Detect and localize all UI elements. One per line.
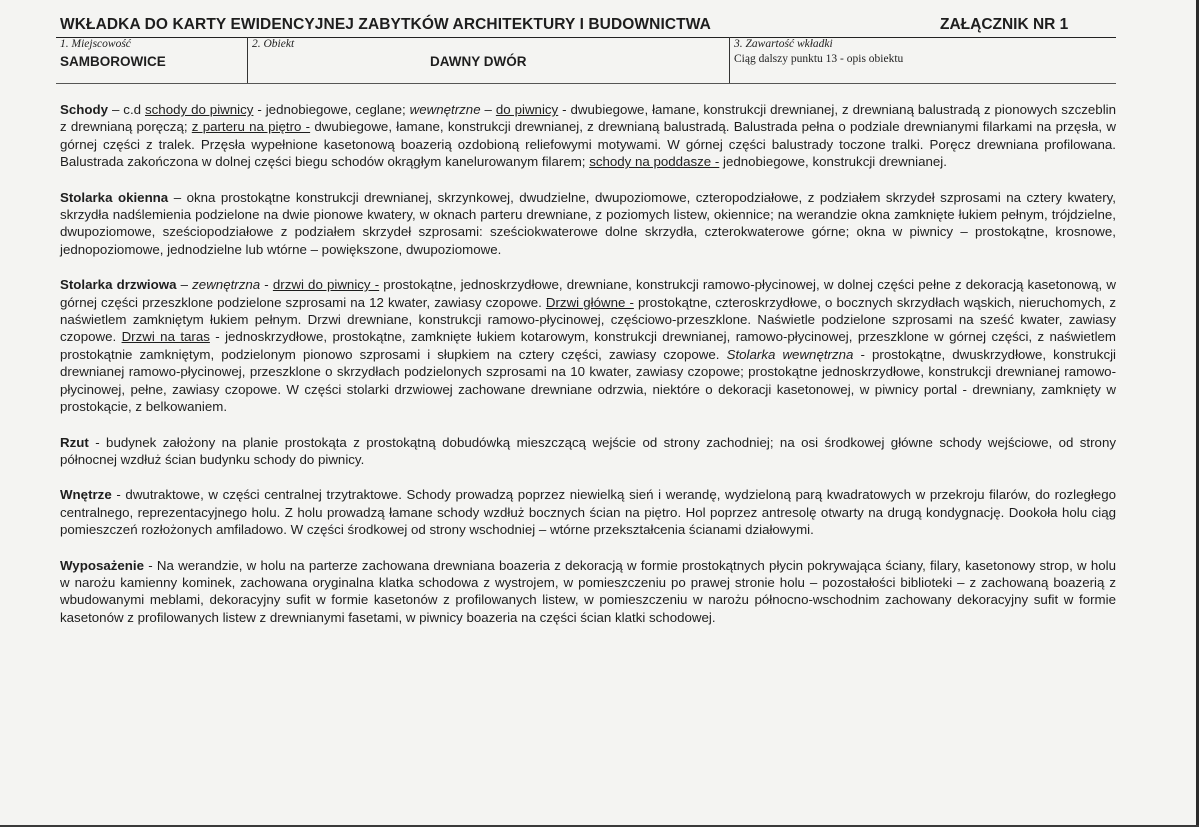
section-stairs: Schody – c.d schody do piwnicy - jednobiegowe, ceglane; wewnętrzne – do piwnicy - dwubiegowe, łamane, konstrukcji drewnianej, z drewnianą balustradą z pionowych szczeblin z drewnianą poręczą; z parteru na piętro - dwubiegowe, łamane, konstrukcji drewnianej, z drewnianą balustradą. Balustrada pełna o podziale drewnianymi filarkami na przęsła, w górnej części z tralek. Przęsła wypełnione kasetonową boazerią ozdobioną reliefowymi motywami. W górnej części balustrady toczone tralki. Poręcz drewniana profilowana. Balustrada zakończona w dolnej części biegu schodów okrągłym kanelurowanym filarem; schody na poddasze - jednobiegowe, konstrukcji drewnianej. — [60, 102, 1116, 170]
field-value-locality: SAMBOROWICE — [60, 54, 166, 69]
section-windows: Stolarka okienna – okna prostokątne konstrukcji drewnianej, skrzynkowej, dwudzielne, dwupoziomowe, czteropodziałowe, z podziałem skrzydeł szprosami na cztery kwatery, skrzydła nadślemienia podzielone na dwie pionowe kwatery, w oknach parteru drewniane, z poziomych listew, okiennice; na werandzie okna zamknięte łukiem pełnym, trójdzielne, dwupoziomowe, sześciopodziałowe z podziałem skrzydeł szprosami: sześciokwaterowe dolne skrzydła, czterokwaterowe górne; okna w piwnicy – prostokątne, krosnowe, jednopoziomowe, jednodzielne lub wtórne – powiększone, dwupoziomowe. — [60, 189, 1116, 257]
field-label-contents: 3. Zawartość wkładki — [734, 38, 833, 50]
section-heading: Wnętrze — [60, 487, 112, 503]
description-body — [60, 101, 1116, 644]
section-plan: Rzut - budynek założony na planie prostokąta z prostokątną dobudówką mieszczącą wejście od strony zachodniej; na osi środkowej główne schody wejściowe, od strony północnej wzdłuż ścian budynku schody do piwnicy. — [60, 434, 1116, 467]
annex-number: ZAŁĄCZNIK NR 1 — [940, 16, 1069, 33]
section-heading: Wyposażenie — [60, 557, 144, 573]
field-value-contents: Ciąg dalszy punktu 13 - opis obiektu — [734, 53, 904, 65]
section-furnishings: Wyposażenie - Na werandzie, w holu na parterze zachowana drewniana boazeria z dekoracją w formie prostokątnych płycin pokrywająca ściany, filary, kasetonowy strop, w holu w narożu kamienny kominek, zachowana oryginalna klatka schodowa z wystrojem, w pomieszczeniu po prawej stronie holu – pozostałości biblioteki – z zachowaną boazerią z wbudowanymi meblami, dekoracyjny sufit w formie kasetonów z profilowanych listew, w pomieszczeniu w narożu północno-wschodnim zachowany dekoracyjny sufit w formie kasetonów z profilowanych listew z drewnianymi fasetami, w piwnicy boazeria na części ścian klatki schodowej. — [60, 557, 1116, 625]
field-label-object: 2. Obiekt — [252, 38, 295, 50]
section-heading: Stolarka drzwiowa — [60, 277, 177, 293]
header-rule — [56, 37, 1116, 38]
section-heading: Stolarka okienna — [60, 189, 169, 205]
section-doors: Stolarka drzwiowa – zewnętrzna - drzwi do piwnicy - prostokątne, jednoskrzydłowe, drewniane, konstrukcji ramowo-płycinowej, w dolnej części pełne z dekoracją kasetonową, w górnej części przeszklone podzielone szprosami na 12 kwater, zawiasy czopowe. Drzwi główne - prostokątne, czteroskrzydłowe, o bocznych skrzydłach wąskich, nieruchomych, z naświetlem zamkniętym łukiem pełnym. Drzwi drewniane, konstrukcji ramowo-płycinowej, częściowo-przeszklone. Naświetle podzielone szprosami na sześć kwater, zawiasy czopowe. Drzwi na taras - jednoskrzydłowe, prostokątne, zamknięte łukiem kotarowym, konstrukcji drewnianej, ramowo-płycinowej, przeszklone w górnej części, z naświetlem prostokątnie zamkniętym, podzielonym pionowo szprosami i słupkiem na cztery części, zawiasy czopowe. Stolarka wewnętrzna - prostokątne, dwuskrzydłowe, konstrukcji drewnianej ramowo-płycinowej, przeszklone o skrzydłach podzielonych szprosami na 10 kwater, zawiasy czopowe; prostokątne jednoskrzydłowe, konstrukcji drewnianej ramowo-płycinowej, pełne, zawiasy czopowe. W części stolarki drzwiowej zachowane drewniane odrzwia, niektóre o dekoracji kasetonowej, w piwnicy portal - drewniany, zamknięty w prostokącie, z belkowaniem. — [60, 277, 1117, 415]
field-value-object: DAWNY DWÓR — [430, 54, 527, 69]
document-title: WKŁADKA DO KARTY EWIDENCYJNEJ ZABYTKÓW ARCHITEKTURY I BUDOWNICTWA — [60, 16, 711, 33]
section-heading: Schody — [60, 102, 109, 117]
fields-bottom-rule — [56, 83, 1116, 84]
section-interior: Wnętrze - dwutraktowe, w części centralnej trzytraktowe. Schody prowadzą poprzez niewielką sień i werandę, wydzieloną parą kwadratowych w przekroju filarów, do rozległego centralnego, reprezentacyjnego holu. Z holu prowadzą łamane schody wzdłuż bocznych ścian na piętro. Hol poprzez antresolę otwarty na drugą kondygnację. Dookoła holu ciąg pomieszczeń rozłożonych amfiladowo. W części środkowej od strony wschodniej – wtórne przekształcenia ścianami działowymi. — [60, 487, 1116, 538]
field-divider — [729, 37, 730, 84]
section-heading: Rzut — [60, 434, 89, 450]
field-label-locality: 1. Miejscowość — [60, 38, 131, 50]
field-divider — [247, 37, 248, 84]
